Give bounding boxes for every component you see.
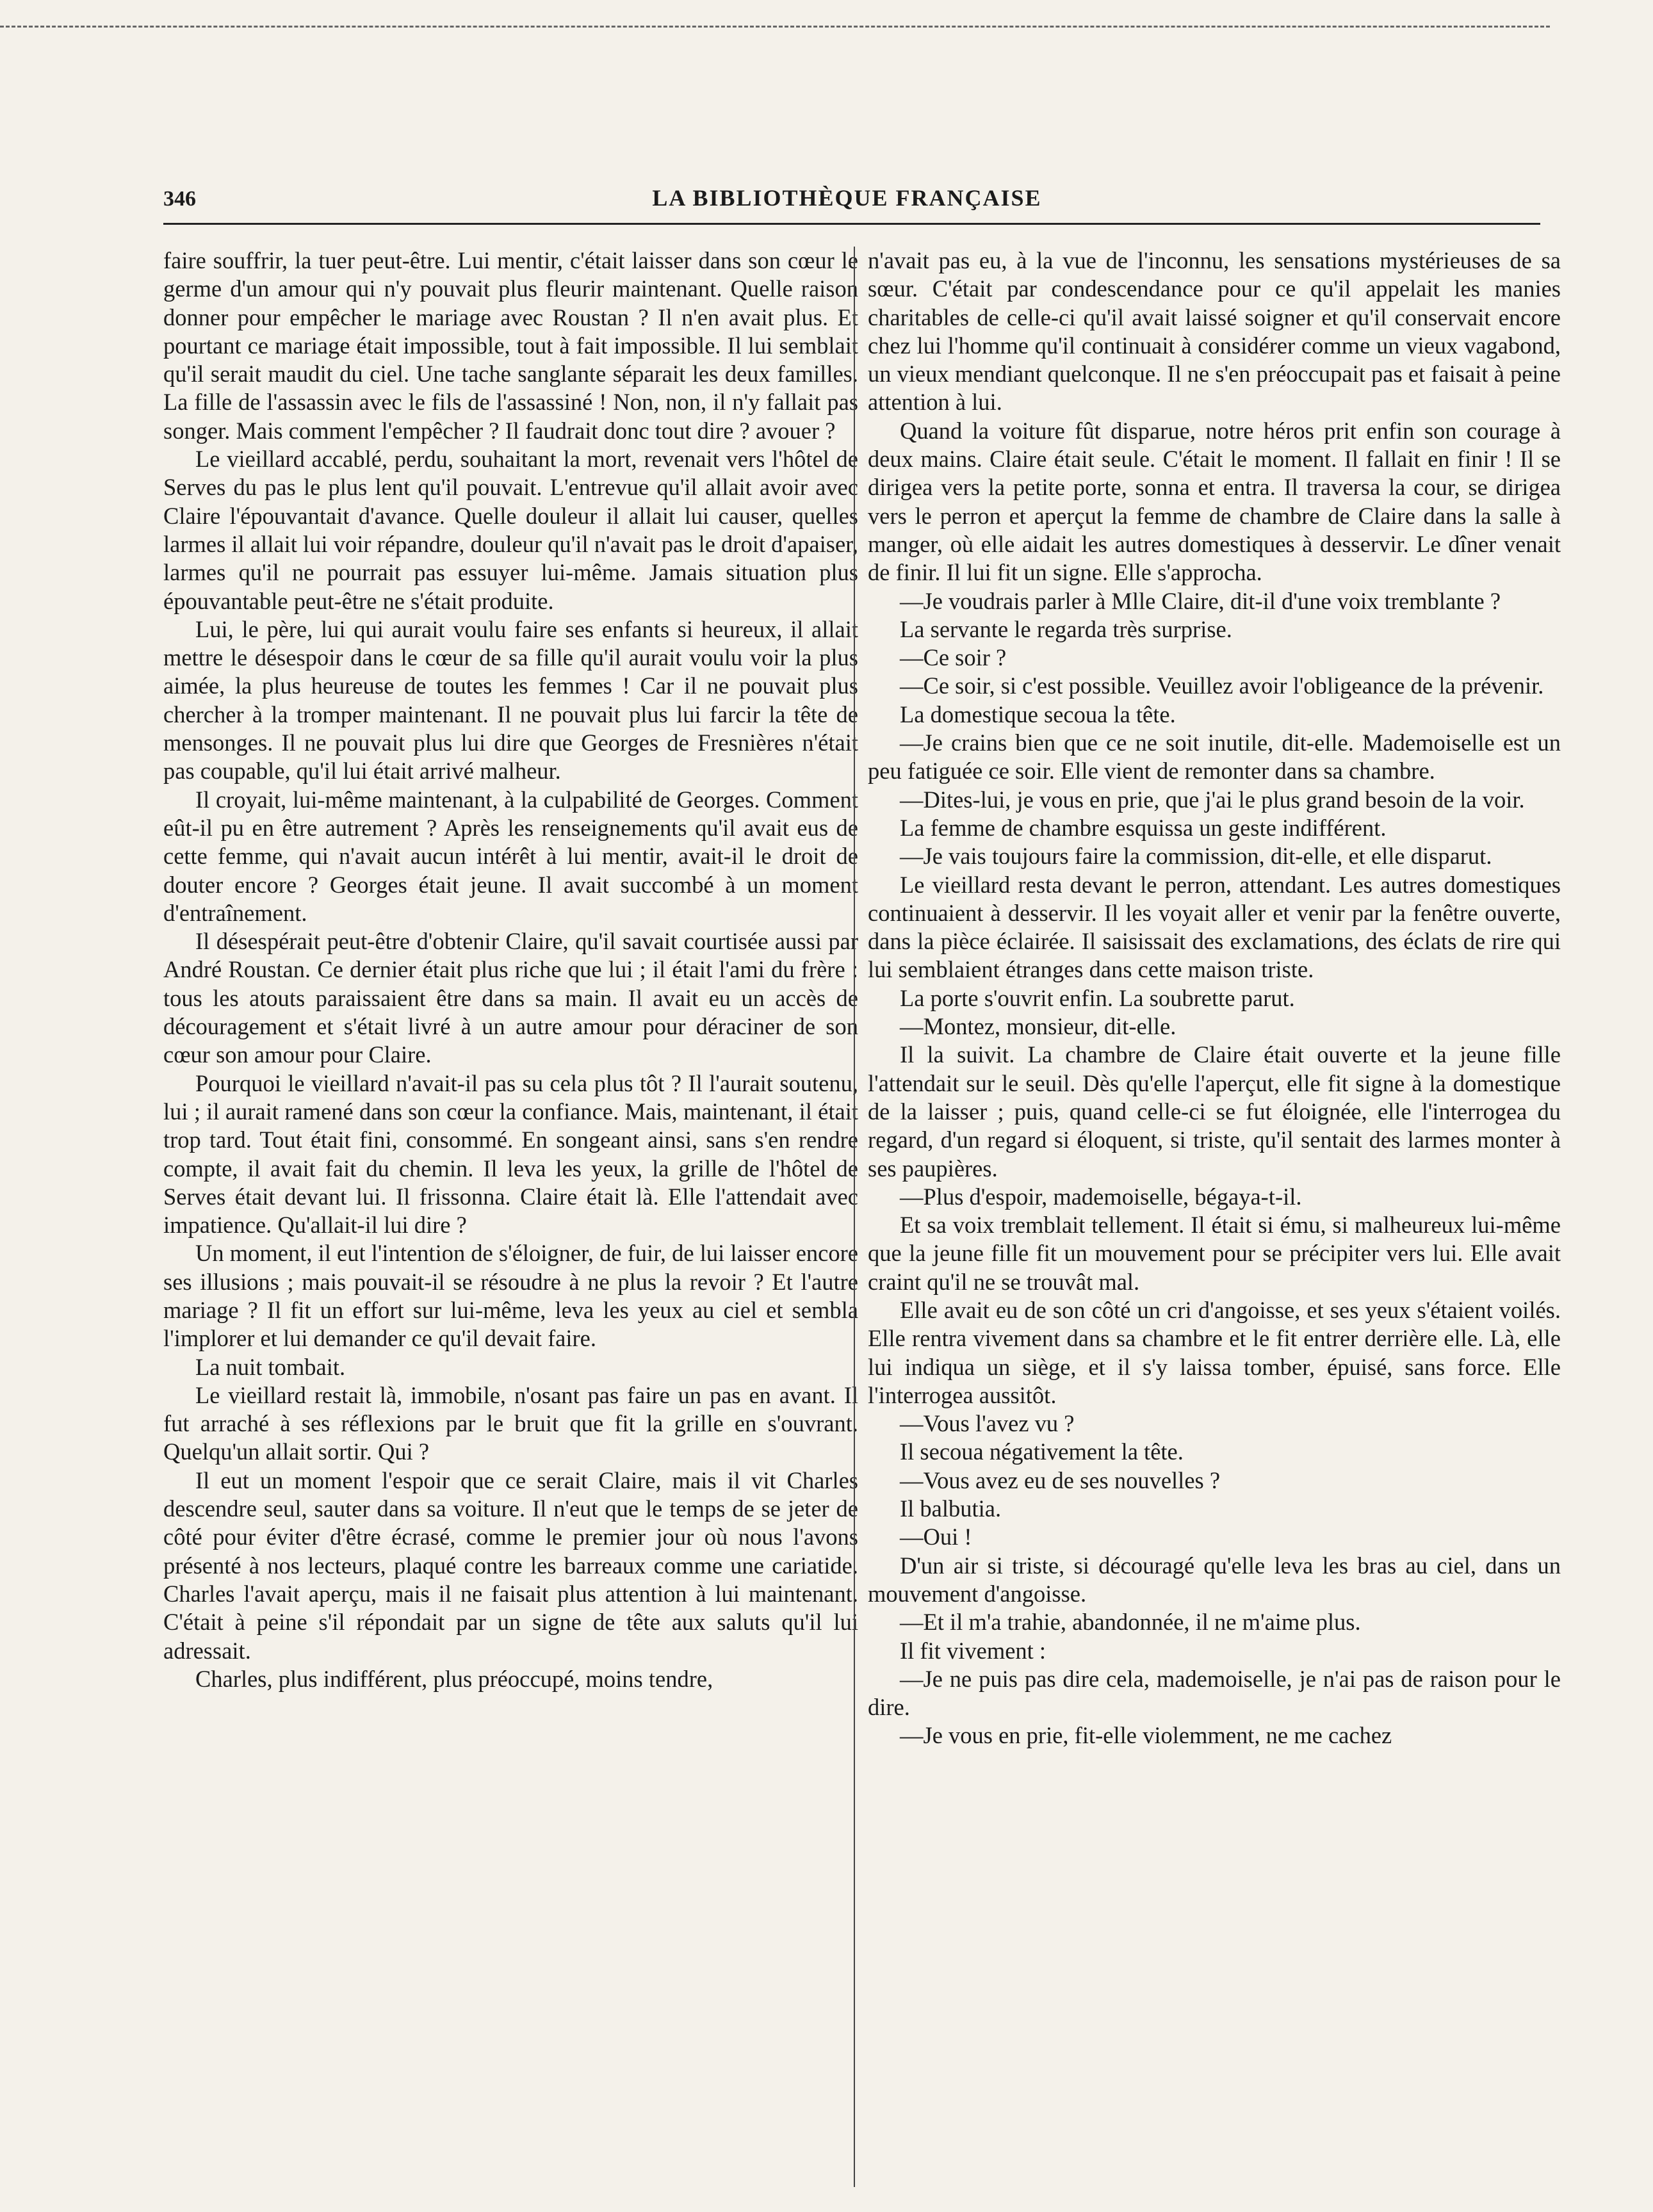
paragraph: D'un air si triste, si découragé qu'elle leva les bras au ciel, dans un mouvement d'angoisse. — [868, 1552, 1561, 1607]
paragraph: —Je voudrais parler à Mlle Claire, dit-il d'une voix tremblante ? — [900, 587, 1501, 614]
paragraph: —Ce soir, si c'est possible. Veuillez avoir l'obligeance de la prévenir. — [900, 672, 1544, 699]
paragraph: —Montez, monsieur, dit-elle. — [900, 1013, 1177, 1040]
paragraph: Il balbutia. — [900, 1495, 1002, 1522]
page-header — [163, 181, 1531, 219]
left-column — [163, 247, 858, 1693]
paragraph: n'avait pas eu, à la vue de l'inconnu, les sensations mystérieuses de sa sœur. C'était par condescendance pour ce qu'il appelait les manies charitables de celle-ci qu'il avait laissé soigner et qu'il conservait encore chez lui l'homme qu'il continuait à considérer comme un vieux vagabond, un vieux mendiant quelconque. Il ne s'en préoccupait pas et faisait à peine attention à lui. — [868, 247, 1561, 416]
paragraph: —Ce soir ? — [900, 644, 1007, 671]
paragraph: Il désespérait peut-être d'obtenir Claire, qu'il savait courtisée aussi par André Roustan. Ce dernier était plus riche que lui ; il était l'ami du frère : tous les atouts paraissaient être dans sa main. Il avait eu un accès de découragement et s'était livré à un autre amour pour déraciner de son cœur son amour pour Claire. — [163, 928, 858, 1068]
column-divider — [854, 247, 855, 2187]
running-title: LA BIBLIOTHÈQUE FRANÇAISE — [652, 185, 1042, 211]
paragraph: La femme de chambre esquissa un geste indifférent. — [900, 814, 1387, 841]
paragraph: Il secoua négativement la tête. — [900, 1438, 1184, 1465]
right-column — [868, 247, 1561, 1750]
paragraph: faire souffrir, la tuer peut-être. Lui mentir, c'était laisser dans son cœur le germe d'un amour qui n'y pouvait plus fleurir maintenant. Quelle raison donner pour empêcher le mariage avec Roustan ? Il n'en avait plus. Et pourtant ce mariage était impossible, tout à fait impossible. Il lui semblait qu'il serait maudit du ciel. Une tache sanglante séparait les deux familles. La fille de l'assassin avec le fils de l'assassiné ! Non, non, il n'y fallait pas songer. Mais comment l'empêcher ? Il faudrait donc tout dire ? avouer ? — [163, 247, 858, 444]
paragraph: —Dites-lui, je vous en prie, que j'ai le plus grand besoin de la voir. — [900, 786, 1525, 813]
page-number: 346 — [163, 187, 196, 211]
paragraph: —Je ne puis pas dire cela, mademoiselle, je n'ai pas de raison pour le dire. — [868, 1665, 1561, 1721]
paragraph: —Je vais toujours faire la commission, dit-elle, et elle disparut. — [900, 843, 1492, 870]
paragraph: —Vous l'avez vu ? — [900, 1410, 1075, 1437]
paragraph: La servante le regarda très surprise. — [900, 615, 1232, 642]
paragraph: La nuit tombait. — [195, 1353, 346, 1380]
paragraph: —Plus d'espoir, mademoiselle, bégaya-t-il. — [900, 1183, 1302, 1210]
paragraph: —Je crains bien que ce ne soit inutile, dit-elle. Mademoiselle est un peu fatiguée ce soir. Elle vient de remonter dans sa chambre. — [868, 729, 1561, 785]
paragraph: Il eut un moment l'espoir que ce serait Claire, mais il vit Charles descendre seul, sauter dans sa voiture. Il n'eut que le temps de se jeter de côté pour éviter d'être écrasé, comme le premier jour où nous l'avons présenté à nos lecteurs, plaqué contre les barreaux comme une cariatide. Charles l'avait aperçu, mais il ne faisait plus attention à lui maintenant. C'était à peine s'il répondait par un signe de tête aux saluts qu'il lui adressait. — [163, 1467, 858, 1664]
paragraph: Lui, le père, lui qui aurait voulu faire ses enfants si heureux, il allait mettre le désespoir dans le cœur de sa fille qu'il aurait voulu voir la plus aimée, la plus heureuse de toutes les femmes ! Car il ne pouvait plus chercher à la tromper maintenant. Il ne pouvait plus lui farcir la tête de mensonges. Il ne pouvait plus lui dire que Georges de Fresnières n'était pas coupable, qu'il lui était arrivé malheur. — [163, 615, 858, 785]
paragraph: Il fit vivement : — [900, 1637, 1046, 1664]
paragraph: —Vous avez eu de ses nouvelles ? — [900, 1467, 1221, 1493]
paragraph: La porte s'ouvrit enfin. La soubrette parut. — [900, 984, 1295, 1011]
paragraph: Le vieillard resta devant le perron, attendant. Les autres domestiques continuaient à desservir. Il les voyait aller et venir par la fenêtre ouverte, dans la pièce éclairée. Il saisissait des exclamations, des éclats de rire qui lui semblaient étranges dans cette maison triste. — [868, 871, 1561, 983]
paragraph: Le vieillard accablé, perdu, souhaitant la mort, revenait vers l'hôtel de Serves du pas le plus lent qu'il pouvait. L'entrevue qu'il allait avoir avec Claire l'épouvantait d'avance. Quelle douleur il allait lui causer, quelles larmes il allait lui voir répandre, douleur qu'il n'avait pas le droit d'apaiser, larmes qu'il ne pourrait pas essuyer lui-même. Jamais situation plus épouvantable peut-être ne s'était produite. — [163, 446, 858, 614]
paragraph: Un moment, il eut l'intention de s'éloigner, de fuir, de lui laisser encore ses illusions ; mais pouvait-il se résoudre à ne plus la revoir ? Et l'autre mariage ? Il fit un effort sur lui-même, leva les yeux au ciel et sembla l'implorer et lui demander ce qu'il devait faire. — [163, 1240, 858, 1352]
top-dashed-rule — [0, 26, 1550, 28]
paragraph: Quand la voiture fût disparue, notre héros prit enfin son courage à deux mains. Claire était seule. C'était le moment. Il fallait en finir ! Il se dirigea vers la petite porte, sonna et entra. Il traversa la cour, se dirigea vers le perron et aperçut la femme de chambre de Claire dans la salle à manger, où elle aidait les autres domestiques à desservir. Le dîner venait de finir. Il lui fit un signe. Elle s'approcha. — [868, 417, 1561, 586]
paragraph: Et sa voix tremblait tellement. Il était si ému, si malheureux lui-même que la jeune fille fit un mouvement pour se précipiter vers lui. Elle avait craint qu'il ne se trouvât mal. — [868, 1212, 1561, 1295]
paragraph: Pourquoi le vieillard n'avait-il pas su cela plus tôt ? Il l'aurait soutenu, lui ; il aurait ramené dans son cœur la confiance. Mais, maintenant, il était trop tard. Tout était fini, consommé. En songeant ainsi, sans s'en rendre compte, il avait fait du chemin. Il leva les yeux, la grille de l'hôtel de Serves était devant lui. Il frissonna. Claire était là. Elle l'attendait avec impatience. Qu'allait-il lui dire ? — [163, 1069, 858, 1239]
paragraph: Il la suivit. La chambre de Claire était ouverte et la jeune fille l'attendait sur le seuil. Dès qu'elle l'aperçut, elle fit signe à la domestique de la laisser ; puis, quand celle-ci se fut éloignée, elle l'interrogea du regard, d'un regard si éloquent, si triste, qu'il sentait des larmes monter à ses paupières. — [868, 1041, 1561, 1182]
paragraph: —Je vous en prie, fit-elle violemment, ne me cachez — [900, 1722, 1392, 1749]
header-rule — [163, 223, 1540, 225]
paragraph: Il croyait, lui-même maintenant, à la culpabilité de Georges. Comment eût-il pu en être autrement ? Après les renseignements qu'il avait eus de cette femme, qui n'avait aucun intérêt à lui mentir, avait-il le droit de douter encore ? Georges était jeune. Il avait succombé à un moment d'entraînement. — [163, 786, 858, 926]
paragraph: Charles, plus indifférent, plus préoccupé, moins tendre, — [195, 1665, 713, 1692]
paragraph: —Et il m'a trahie, abandonnée, il ne m'aime plus. — [900, 1609, 1361, 1636]
paragraph: Elle avait eu de son côté un cri d'angoisse, et ses yeux s'étaient voilés. Elle rentra vivement dans sa chambre et le fit entrer derrière elle. Là, elle lui indiqua un siège, et il s'y laissa tomber, épuisé, sans force. Elle l'interrogea aussitôt. — [868, 1296, 1561, 1408]
paragraph: Le vieillard restait là, immobile, n'osant pas faire un pas en avant. Il fut arraché à ses réflexions par le bruit que fit la grille en s'ouvrant. Quelqu'un allait sortir. Qui ? — [163, 1381, 858, 1465]
paragraph: —Oui ! — [900, 1524, 972, 1550]
paragraph: La domestique secoua la tête. — [900, 701, 1176, 728]
